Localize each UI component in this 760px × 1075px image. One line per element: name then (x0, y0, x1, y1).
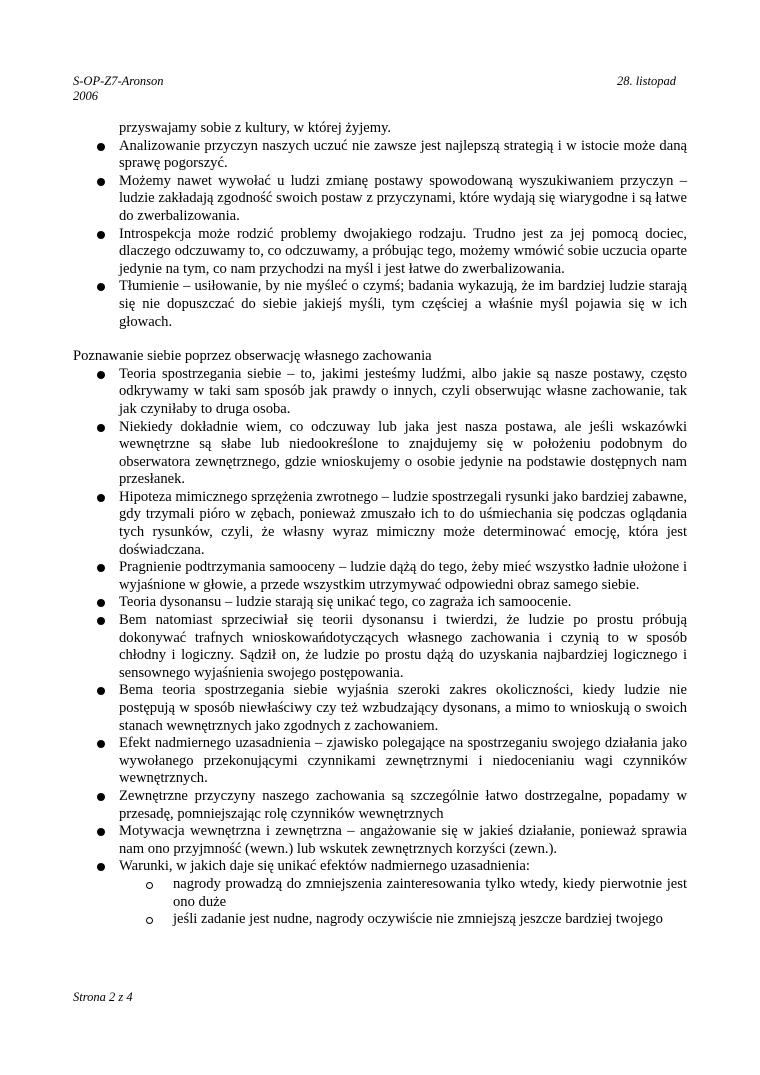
list-item (73, 366, 687, 419)
section-heading: Poznawanie siebie poprzez obserwację własnego zachowania (73, 348, 432, 365)
sub-list-item-text: jeśli zadanie jest nudne, nagrody oczywiście nie zmniejszą jeszcze bardziej twojego (173, 911, 663, 928)
list-item-text: Introspekcja może rodzić problemy dwojakiego rodzaju. Trudno jest za jej pomocą dociec, dlaczego odczuwamy to, co odczuwamy, a próbując tego, możemy wmówić sobie uczucia oparte jedynie na tym, co nam przychodzi na myśl i jest łatwe do zwerbalizowania. (119, 225, 687, 277)
list-item-text: Zewnętrzne przyczyny naszego zachowania są szczególnie łatwo dostrzegalne, popadamy w przesadę, pomniejszając rolę czynników wewnętrznych (119, 787, 687, 822)
header-doc-code: S-OP-Z7-Aronson (73, 74, 164, 88)
list-item (73, 682, 687, 735)
list-item-text: Bem natomiast sprzeciwiał się teorii dysonansu i twierdzi, że ludzie po prostu próbują dokonywać trafnych wnioskowańdotyczących własnego zachowania i czynią to w sposób chłodny i logiczny. Sądził on, że ludzie po prostu dążą do uzyskania najbardziej logicznego i sensownego wyjaśnienia swojego postępowania. (119, 612, 687, 681)
list-item-text: Motywacja wewnętrzna i zewnętrzna – angażowanie się w jakieś działanie, ponieważ sprawia nam ono przyjmność (wewn.) lub wskutek zewnętrznych korzyści (zewn.). (119, 823, 687, 857)
list-item (73, 138, 687, 173)
list-item (73, 173, 687, 226)
bullet-icon (97, 863, 105, 871)
list-item-text: Tłumienie – usiłowanie, by nie myśleć o czymś; badania wykazują, że im bardziej ludzie starają się nie dopuszczać do siebie jakiejś myśli, tym częściej a właśnie myśl pojawia się w ich głowach. (119, 278, 687, 330)
sub-list-item (146, 876, 687, 911)
bullet-icon (97, 740, 105, 748)
bullet-icon (97, 617, 105, 625)
list-item (73, 735, 687, 788)
bullet-icon (97, 143, 105, 151)
list-item-text: Teoria dysonansu – ludzie starają się unikać tego, co zagraża ich samoocenie. (119, 594, 572, 611)
header-date: 28. listopad (616, 74, 676, 88)
sub-list-conditions (119, 876, 687, 929)
bullet-icon (97, 564, 105, 572)
list-item (73, 226, 687, 279)
page-content (73, 120, 687, 929)
list-item (73, 594, 687, 612)
sub-list-item (146, 911, 687, 929)
list-item-text: Pragnienie podtrzymania samooceny – ludzie dążą do tego, żeby mieć wszystko ładnie ułożone i wyjaśnione w głowie, a przede wszystkim utrzymywać odpowiedni obraz samego siebie. (119, 559, 687, 593)
hollow-bullet-icon (146, 917, 153, 924)
bullet-icon (97, 424, 105, 432)
bullet-icon (97, 494, 105, 502)
hollow-bullet-icon (146, 882, 153, 889)
bullet-icon (97, 231, 105, 239)
list-item (73, 788, 687, 823)
list-item-text: Hipoteza mimicznego sprzężenia zwrotnego – ludzie spostrzegali rysunki jako bardziej zabawne, gdy trzymali pióro w zębach, ponieważ zmuszało ich to do uśmiechania się podczas oglądania tych rysunków, czyli, że własny wyraz mimiczny może determinować emocję, która jest doświadczana. (119, 488, 687, 558)
list-item-text: Bema teoria spostrzegania siebie wyjaśnia szeroki zakres okoliczności, kiedy ludzie nie postępują w sposób niewłaściwy czy też wzbudzający dysonans, a mimo to wnioskują o swoich stanach wewnętrznych jako zgodnych z zachowaniem. (119, 682, 687, 734)
list-item-text: Efekt nadmiernego uzasadnienia – zjawisko polegające na spostrzeganiu swojego działania jako wywołanego przekonującymi czynnikami zewnętrznymi i niedocenianiu wagi czynników wewnętrznych. (119, 735, 687, 787)
bullet-icon (97, 178, 105, 186)
list-item (73, 278, 687, 331)
list-item (73, 612, 687, 682)
list-item-text: Warunki, w jakich daje się unikać efektów nadmiernego uzasadnienia: (119, 858, 530, 875)
list-item-text: Niekiedy dokładnie wiem, co odczuway lub jaka jest nasza postawa, ale jeśli wskazówki wewnętrzne są słabe lub niedookreślone to znajdujemy się w położeniu podobnym do obserwatora zewnętrznego, gdzie wnioskujemy o osobie jedynie na podstawie dostępnych nam przesłanek. (119, 418, 687, 488)
bullet-icon (97, 283, 105, 291)
bullet-list-introspection (73, 138, 687, 332)
list-item (73, 419, 687, 489)
list-item (73, 559, 687, 594)
continuation-text: przyswajamy sobie z kultury, w której żyjemy. (119, 120, 392, 136)
header-year: 2006 (73, 89, 98, 103)
list-item (73, 489, 687, 559)
bullet-list-self-observation (73, 366, 687, 929)
bullet-icon (97, 599, 105, 607)
sub-list-item-text: nagrody prowadzą do zmniejszenia zainteresowania tylko wtedy, kiedy pierwotnie jest ono duże (173, 875, 687, 910)
list-item-text: Możemy nawet wywołać u ludzi zmianę postawy spowodowaną wyszukiwaniem przyczyn – ludzie zakładają zgodność swoich postaw z przyczynami, które wydają się wiarygodne i są łatwe do zwerbalizowania. (119, 172, 687, 224)
bullet-icon (97, 687, 105, 695)
list-item (73, 823, 687, 858)
bullet-icon (97, 793, 105, 801)
list-item-text: Analizowanie przyczyn naszych uczuć nie zawsze jest najlepszą strategią i w istocie może daną sprawę pogorszyć. (119, 137, 687, 172)
list-item (73, 858, 687, 928)
list-item-text: Teoria spostrzegania siebie – to, jakimi jesteśmy ludźmi, albo jakie są nasze postawy, często odkrywamy w taki sam sposób jak prawdy o innych, czyli obserwując własne zachowanie, tak jak czyniłaby to druga osoba. (119, 365, 687, 417)
page-footer: Strona 2 z 4 (73, 990, 133, 1004)
bullet-icon (97, 828, 105, 836)
header-left (73, 74, 164, 104)
bullet-icon (97, 371, 105, 379)
